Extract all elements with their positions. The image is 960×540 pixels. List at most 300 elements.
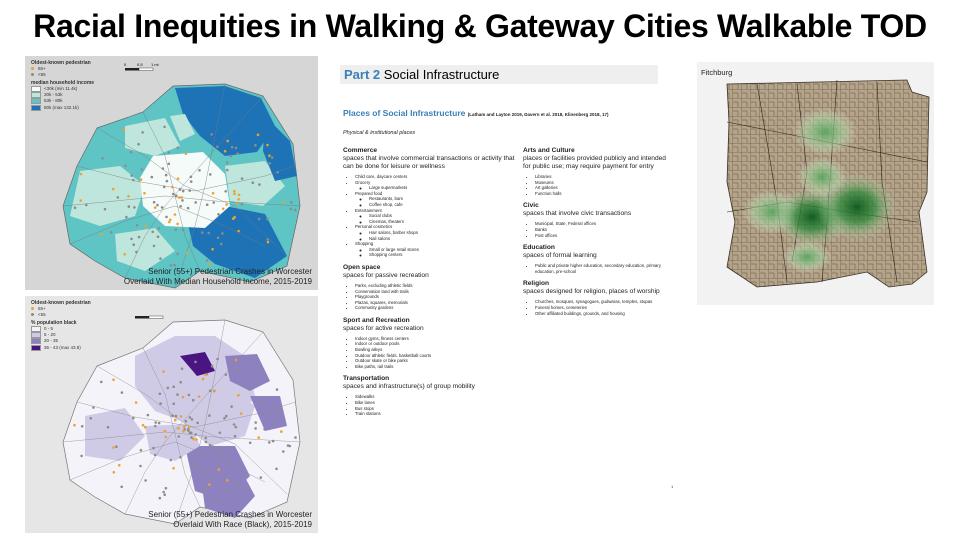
crash-dot bbox=[258, 183, 261, 186]
section-description: spaces and infrastructure(s) of group mobility bbox=[343, 383, 475, 391]
document-left-column bbox=[343, 144, 518, 423]
crash-dot bbox=[224, 150, 227, 153]
crash-dot bbox=[167, 387, 170, 390]
crash-dot bbox=[211, 445, 214, 448]
income-map-caption bbox=[124, 267, 312, 287]
sub-list-item: ◦ Shopping centers bbox=[369, 252, 518, 258]
crash-dot bbox=[170, 459, 173, 462]
crash-dot bbox=[110, 231, 113, 234]
crash-dot bbox=[132, 179, 135, 182]
list-item-label: Playgrounds bbox=[355, 294, 379, 300]
crash-dot bbox=[171, 414, 174, 417]
crash-dot bbox=[278, 409, 281, 412]
list-item-label: Indoor or outdoor pools bbox=[355, 341, 400, 347]
crash-dot bbox=[153, 245, 156, 248]
crash-dot bbox=[154, 454, 157, 457]
crash-dot bbox=[218, 468, 221, 471]
crash-dot bbox=[123, 128, 126, 131]
crash-dot bbox=[101, 157, 104, 160]
crash-dot bbox=[282, 201, 285, 204]
list-item-label: Plazas, squares, memorials bbox=[355, 299, 408, 305]
crash-dot bbox=[176, 253, 179, 256]
section-list bbox=[343, 283, 518, 311]
crash-dot bbox=[226, 458, 229, 461]
crash-dot bbox=[185, 152, 188, 155]
crash-dot bbox=[257, 134, 260, 137]
crash-dot bbox=[266, 218, 269, 221]
crash-dot bbox=[179, 188, 182, 191]
list-item-label: Art galleries bbox=[535, 185, 558, 191]
crash-dot bbox=[140, 449, 143, 452]
crash-dot bbox=[195, 438, 198, 441]
crash-dot bbox=[113, 471, 116, 474]
race-legend bbox=[31, 300, 91, 351]
crash-dot bbox=[153, 201, 156, 204]
list-item-label: Prepared food bbox=[355, 190, 383, 196]
crash-dot bbox=[92, 406, 95, 409]
crash-dot bbox=[190, 436, 193, 439]
sub-list-item: ◦ Cinemas, theaters bbox=[369, 219, 518, 225]
caption-line-2: Overlaid With Median Household Income, 2015-2019 bbox=[123, 277, 312, 286]
section-description: spaces designed for religion, places of worship bbox=[523, 288, 660, 296]
crash-dot bbox=[154, 425, 157, 428]
crash-dot bbox=[73, 424, 76, 427]
crash-dot bbox=[107, 426, 110, 429]
crash-dot bbox=[221, 232, 224, 235]
section-description: spaces for passive recreation bbox=[343, 271, 429, 279]
crash-dot bbox=[165, 436, 168, 439]
crash-dot bbox=[169, 219, 172, 222]
section-heading: Commerce bbox=[343, 147, 378, 154]
race-map-caption bbox=[148, 510, 312, 530]
crash-dot bbox=[206, 203, 209, 206]
crash-dot bbox=[217, 213, 220, 216]
crash-dot bbox=[235, 359, 238, 362]
crash-dot bbox=[230, 155, 233, 158]
crash-dot bbox=[81, 425, 84, 428]
crash-dot bbox=[176, 223, 179, 226]
section-description: spaces for active recreation bbox=[343, 324, 424, 332]
crash-dot bbox=[171, 186, 174, 189]
crash-dot bbox=[211, 248, 214, 251]
crash-dot bbox=[226, 479, 229, 482]
list-item-label: Entertainment bbox=[355, 207, 382, 213]
crash-dot bbox=[143, 192, 146, 195]
crash-dot bbox=[162, 370, 165, 373]
crash-dot bbox=[212, 192, 215, 195]
document-header bbox=[340, 65, 658, 84]
list-item-label: Train stations bbox=[355, 411, 381, 417]
crash-dot bbox=[158, 227, 161, 230]
list-item-label: Bus stops bbox=[355, 405, 374, 411]
list-item-label: Libraries bbox=[535, 174, 552, 179]
crash-dot bbox=[156, 204, 159, 207]
legend-class-2: 30k - 53k bbox=[44, 92, 63, 98]
crash-dot bbox=[120, 486, 123, 489]
part-label: Part 2 bbox=[344, 67, 381, 82]
crash-dot bbox=[137, 143, 140, 146]
crash-dot bbox=[164, 430, 167, 433]
list-item-label: Shopping bbox=[355, 241, 374, 247]
crash-dot bbox=[289, 445, 292, 448]
crash-dot bbox=[208, 414, 211, 417]
crash-dot bbox=[272, 440, 275, 443]
crash-dot bbox=[179, 205, 182, 208]
crash-dot bbox=[219, 432, 222, 435]
sub-list-item: ◦ Small or large retail stores bbox=[369, 247, 518, 253]
crash-dot bbox=[117, 196, 120, 199]
caption-line-1: Senior (55+) Pedestrian Crashes in Worcester bbox=[148, 510, 312, 519]
list-item-label: Post offices bbox=[535, 232, 558, 238]
crash-dot bbox=[267, 241, 270, 244]
legend-class-3: 20 - 35 bbox=[44, 338, 59, 344]
crash-dot bbox=[121, 391, 124, 394]
crash-dot bbox=[158, 422, 161, 425]
crash-dot bbox=[223, 417, 226, 420]
caption-line-2: Overlaid With Race (Black), 2015-2019 bbox=[173, 520, 312, 529]
crash-dot bbox=[254, 144, 257, 147]
list-item-label: Conservation land with trails bbox=[355, 288, 409, 294]
section-heading: Transportation bbox=[343, 375, 390, 383]
crash-dot bbox=[104, 208, 107, 211]
crash-dot bbox=[141, 168, 144, 171]
crash-dot bbox=[175, 228, 178, 231]
crash-dot bbox=[123, 253, 126, 256]
list-item-label: Child care, daycare centers bbox=[355, 174, 408, 179]
crash-dot bbox=[139, 465, 142, 468]
crash-dot bbox=[181, 199, 184, 202]
sub-list bbox=[355, 247, 518, 258]
crash-dot bbox=[244, 488, 247, 491]
sub-list-item: ◦ Social clubs bbox=[369, 213, 518, 219]
fitchburg-map bbox=[697, 62, 934, 305]
crash-dot bbox=[214, 498, 217, 501]
crash-dot bbox=[177, 427, 180, 430]
crash-dot bbox=[237, 394, 240, 397]
crash-dot bbox=[226, 169, 229, 172]
crash-dot bbox=[192, 399, 195, 402]
crash-dot bbox=[273, 422, 276, 425]
list-item-label: Parks, excluding athletic fields bbox=[355, 282, 413, 288]
list-item bbox=[535, 311, 673, 317]
crash-dot bbox=[130, 238, 133, 241]
crash-dot bbox=[100, 233, 103, 236]
crash-dot bbox=[144, 479, 147, 482]
crash-dot bbox=[269, 162, 272, 165]
crash-dot bbox=[162, 491, 165, 494]
crash-dot bbox=[271, 156, 274, 159]
crash-dot bbox=[162, 167, 165, 170]
crash-dot bbox=[276, 388, 279, 391]
crash-dot bbox=[241, 177, 244, 180]
crash-dot bbox=[138, 236, 141, 239]
crash-dot bbox=[226, 161, 229, 164]
section-list bbox=[343, 336, 518, 370]
crash-dot bbox=[172, 386, 175, 389]
crash-dot bbox=[175, 415, 178, 418]
page-number: 1 bbox=[671, 484, 674, 489]
crash-dot bbox=[240, 412, 243, 415]
crash-dot bbox=[100, 381, 103, 384]
crash-dot bbox=[189, 432, 192, 435]
list-item bbox=[355, 180, 518, 191]
list-item-label: Museums bbox=[535, 179, 554, 185]
scale-label-mid: 0.5 bbox=[137, 62, 143, 67]
crash-dot bbox=[163, 126, 166, 129]
list-item bbox=[355, 305, 518, 311]
crash-dot bbox=[258, 218, 261, 221]
crash-dot bbox=[90, 417, 93, 420]
crash-dot bbox=[165, 216, 168, 219]
crash-dot bbox=[191, 418, 194, 421]
list-item-label: Bike lanes bbox=[355, 400, 375, 406]
list-item bbox=[355, 364, 518, 370]
list-item-label: Bike paths, rail trails bbox=[355, 363, 394, 369]
sub-list bbox=[355, 213, 518, 224]
section-description: spaces that involve commercial transactions or activity that can be done for leisure or wellness bbox=[343, 155, 515, 170]
legend-subtitle: median household income bbox=[31, 80, 95, 86]
list-item bbox=[535, 191, 673, 197]
crash-dot bbox=[188, 394, 191, 397]
crash-dot bbox=[238, 194, 241, 197]
crash-dot bbox=[178, 435, 181, 438]
slide-title: Racial Inequities in Walking & Gateway Cities Walkable TOD bbox=[33, 8, 927, 44]
crash-dot bbox=[294, 436, 297, 439]
crash-dot bbox=[212, 201, 215, 204]
crash-dot bbox=[175, 194, 178, 197]
sub-list bbox=[355, 196, 518, 207]
crash-dot bbox=[198, 169, 201, 172]
sub-list-item: ◦ Nail salons bbox=[369, 236, 518, 242]
list-item-label: Grocery bbox=[355, 179, 371, 185]
section-list bbox=[343, 174, 518, 258]
crash-dot bbox=[185, 420, 188, 423]
list-item-label: Public and private higher education, secondary education, primary education, pre-school bbox=[535, 263, 661, 274]
scale-label-0: 0 bbox=[124, 62, 127, 67]
crash-dot bbox=[217, 237, 220, 240]
crash-dot bbox=[118, 464, 121, 467]
fitchburg-map-panel bbox=[697, 62, 934, 305]
list-item-label: Personal cosmetics bbox=[355, 224, 393, 230]
section-list bbox=[523, 174, 673, 196]
crash-dot bbox=[159, 393, 162, 396]
crash-dot bbox=[188, 189, 191, 192]
crash-dot bbox=[204, 437, 207, 440]
section-list bbox=[523, 221, 673, 238]
document-heading: Social Infrastructure bbox=[383, 67, 500, 82]
crash-dot bbox=[165, 487, 168, 490]
list-item bbox=[355, 241, 518, 258]
income-legend bbox=[31, 60, 94, 111]
crash-dot bbox=[209, 390, 212, 393]
crash-dot bbox=[225, 203, 228, 206]
crash-dot bbox=[201, 231, 204, 234]
crash-dot bbox=[194, 361, 197, 364]
section-description: spaces of formal learning bbox=[523, 252, 597, 260]
crash-dot bbox=[246, 387, 249, 390]
list-item bbox=[535, 263, 673, 274]
crash-dot bbox=[187, 207, 190, 210]
crash-dot bbox=[204, 488, 207, 491]
crash-dot bbox=[167, 151, 170, 154]
crash-dot bbox=[144, 426, 147, 429]
crash-dot bbox=[220, 243, 223, 246]
crash-dot bbox=[226, 140, 229, 143]
crash-dot bbox=[237, 198, 240, 201]
crash-dot bbox=[236, 152, 239, 155]
crash-dot bbox=[168, 163, 171, 166]
crash-dot bbox=[266, 238, 269, 241]
crash-dot bbox=[233, 216, 236, 219]
list-item-label: Banks bbox=[535, 226, 547, 232]
crash-dot bbox=[205, 441, 208, 444]
section-list bbox=[523, 299, 673, 316]
crash-dot bbox=[222, 208, 225, 211]
crash-dot bbox=[188, 426, 191, 429]
crash-dot bbox=[207, 232, 210, 235]
crash-dot bbox=[290, 201, 293, 204]
crash-dot bbox=[204, 374, 207, 377]
crash-dot bbox=[198, 395, 201, 398]
list-item bbox=[535, 233, 673, 239]
crash-dot bbox=[127, 195, 130, 198]
crash-dot bbox=[177, 177, 180, 180]
social-infrastructure-document bbox=[333, 58, 688, 528]
crash-dot bbox=[141, 131, 144, 134]
list-item-label: Churches, mosques, synagogues, gudwaras, temples, stupas bbox=[535, 299, 653, 305]
crash-dot bbox=[163, 493, 166, 496]
crash-dot bbox=[225, 415, 228, 418]
crash-dot bbox=[226, 488, 229, 491]
crash-dot bbox=[124, 164, 127, 167]
crash-dot bbox=[125, 216, 128, 219]
crash-dot bbox=[186, 251, 189, 254]
crash-dot bbox=[202, 378, 205, 381]
crash-dot bbox=[130, 174, 133, 177]
section-description: spaces that involve civic transactions bbox=[523, 210, 632, 218]
fitchburg-label: Fitchburg bbox=[701, 68, 733, 77]
section-list bbox=[523, 263, 673, 274]
crash-dot bbox=[130, 151, 133, 154]
list-item-label: Community gardens bbox=[355, 305, 394, 311]
legend-title: Oldest-known pedestrian bbox=[31, 300, 91, 306]
crash-dot bbox=[234, 435, 237, 438]
crash-dot bbox=[80, 455, 83, 458]
crash-dot bbox=[257, 436, 260, 439]
crash-dot bbox=[233, 190, 236, 193]
crash-dot bbox=[152, 447, 155, 450]
legend-dot-senior: 55+ bbox=[38, 306, 46, 311]
crash-dot bbox=[85, 204, 88, 207]
crash-dot bbox=[211, 365, 214, 368]
crash-dot bbox=[161, 206, 164, 209]
section-heading: Religion bbox=[523, 280, 550, 288]
crash-dot bbox=[182, 430, 185, 433]
crash-dot bbox=[179, 456, 182, 459]
legend-class-4: 80k (max 132.1k) bbox=[44, 104, 79, 110]
crash-dot bbox=[202, 471, 205, 474]
crash-dot bbox=[79, 199, 82, 202]
crash-dot bbox=[166, 180, 169, 183]
crash-dot bbox=[172, 193, 175, 196]
crash-dot bbox=[132, 243, 135, 246]
crash-dot bbox=[235, 147, 238, 150]
crash-dot bbox=[157, 235, 160, 238]
crash-dot bbox=[282, 450, 285, 453]
crash-dot bbox=[260, 476, 263, 479]
crash-dot bbox=[225, 373, 228, 376]
sub-list-item: ◦ Hair salons, barber shops bbox=[369, 230, 518, 236]
crash-dot bbox=[294, 209, 297, 212]
crash-dot bbox=[135, 251, 138, 254]
crash-dot bbox=[183, 425, 186, 428]
physical-subtitle: Physical & institutional places bbox=[343, 130, 416, 136]
places-title-line bbox=[343, 108, 609, 118]
crash-dot bbox=[142, 424, 145, 427]
crash-dot bbox=[180, 196, 183, 199]
crash-dot bbox=[259, 400, 262, 403]
crash-dot bbox=[177, 146, 180, 149]
crash-dot bbox=[154, 206, 157, 209]
crash-dot bbox=[210, 478, 213, 481]
document-right-column bbox=[523, 144, 673, 322]
crash-dot bbox=[115, 445, 118, 448]
legend-dot-other: <55 bbox=[38, 72, 46, 77]
crash-dot bbox=[112, 378, 115, 381]
crash-dot bbox=[187, 429, 190, 432]
legend-subtitle: % population black bbox=[31, 320, 77, 326]
crash-dot bbox=[178, 196, 181, 199]
crash-dot bbox=[190, 180, 193, 183]
crash-dot bbox=[112, 188, 115, 191]
crash-dot bbox=[280, 430, 283, 433]
crash-dot bbox=[133, 206, 136, 209]
crash-dot bbox=[80, 173, 83, 176]
crash-dot bbox=[237, 369, 240, 372]
crash-dot bbox=[163, 186, 166, 189]
crash-dot bbox=[135, 401, 138, 404]
crash-dot bbox=[210, 133, 213, 136]
crash-dot bbox=[233, 193, 236, 196]
section-description: places or facilities provided publicly and intended for public use; may require payment for entry bbox=[523, 155, 666, 170]
crash-dot bbox=[233, 423, 236, 426]
crash-dot bbox=[216, 358, 219, 361]
list-item-label: Outdoor athletic fields, basketball courts bbox=[355, 352, 432, 358]
crash-dot bbox=[196, 422, 199, 425]
sub-list-item: ◦ Large supermarkets bbox=[369, 185, 518, 191]
crash-dot bbox=[190, 176, 193, 179]
sub-list-item: ◦ Coffee shop, cafe bbox=[369, 202, 518, 208]
section-heading: Arts and Culture bbox=[523, 147, 575, 154]
crash-dot bbox=[206, 259, 209, 262]
crash-dot bbox=[275, 468, 278, 471]
list-item-label: Function halls bbox=[535, 190, 562, 196]
crash-dot bbox=[176, 393, 179, 396]
crash-dot bbox=[144, 225, 147, 228]
list-item bbox=[355, 191, 518, 208]
list-item-label: Funeral homes, cemeteries bbox=[535, 304, 588, 310]
crash-dot bbox=[209, 444, 212, 447]
list-item-label: Sidewalks bbox=[355, 394, 375, 400]
crash-dot bbox=[132, 417, 135, 420]
crash-dot bbox=[174, 213, 177, 216]
crash-dot bbox=[231, 146, 234, 149]
list-item-label: Bowling alleys bbox=[355, 347, 383, 353]
crash-dot bbox=[276, 171, 279, 174]
crash-dot bbox=[266, 144, 269, 147]
scale-label-end: 1 mi bbox=[151, 62, 159, 67]
sub-list-item: ◦ Restaurants, bars bbox=[369, 196, 518, 202]
